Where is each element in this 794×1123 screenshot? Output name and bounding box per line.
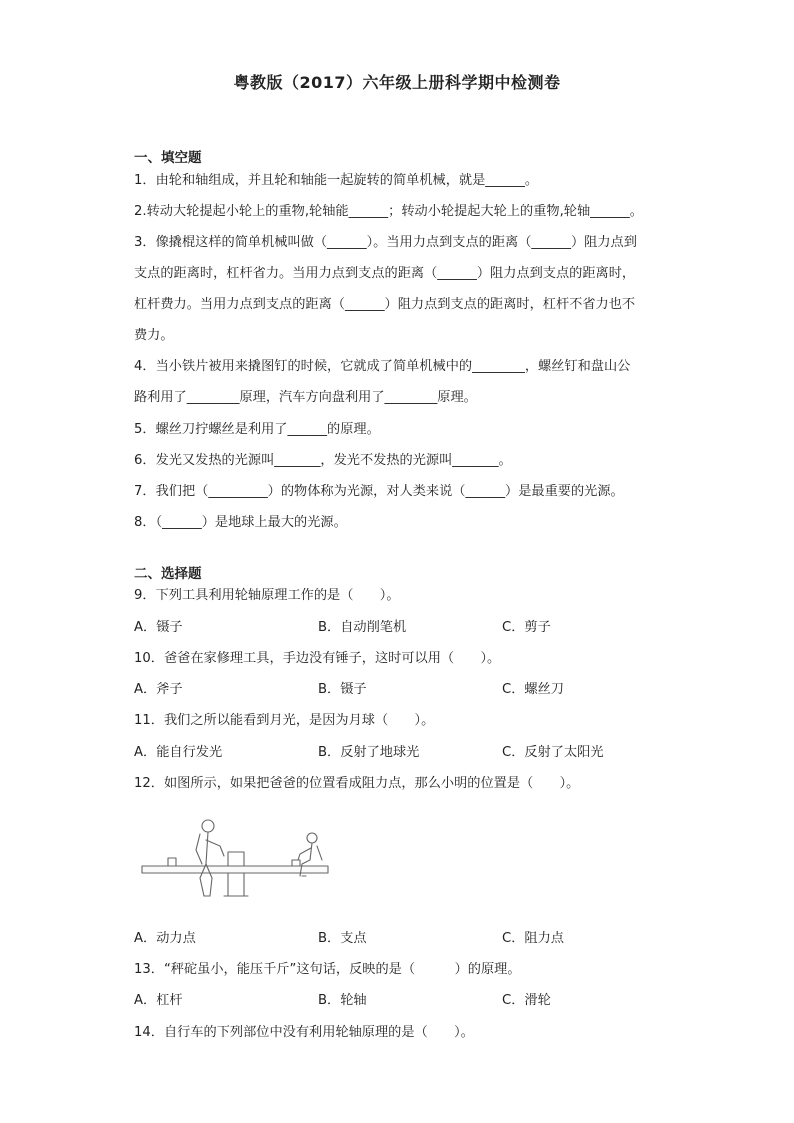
q12-option-a: A．动力点: [134, 931, 196, 946]
q11-option-b: B．反射了地球光: [318, 745, 420, 760]
question-5: 5．螺丝刀拧螺丝是利用了______的原理。: [134, 422, 380, 437]
question-10: 10．爸爸在家修理工具，手边没有锤子，这时可以用（ ）。: [134, 651, 501, 666]
question-7: 7．我们把（_________）的物体称为光源，对人类来说（______）是最重要的光源。: [134, 484, 624, 499]
question-1: 1．由轮和轴组成，并且轮和轴能一起旋转的简单机械，就是______。: [134, 173, 539, 188]
q13-option-a: A．杠杆: [134, 993, 183, 1008]
q10-option-a: A．斧子: [134, 682, 183, 697]
q12-option-c: C．阻力点: [502, 931, 564, 946]
q12-option-b: B．支点: [318, 931, 367, 946]
question-12: 12．如图所示，如果把爸爸的位置看成阻力点，那么小明的位置是（ ）。: [134, 776, 580, 791]
question-3-line-2: 支点的距离时，杠杆省力。当用力点到支点的距离（______）阻力点到支点的距离时，: [134, 266, 636, 281]
question-6: 6．发光又发热的光源叫_______，发光不发热的光源叫_______。: [134, 453, 512, 468]
question-9: 9．下列工具利用轮轴原理工作的是（ ）。: [134, 588, 400, 603]
question-3-line-1: 3．像撬棍这样的简单机械叫做（______）。当用力点到支点的距离（______）阻力点到: [134, 235, 637, 250]
question-14: 14．自行车的下列部位中没有利用轮轴原理的是（ ）。: [134, 1025, 474, 1040]
question-8: 8．（______）是地球上最大的光源。: [134, 515, 347, 530]
seesaw-illustration: [140, 816, 340, 898]
question-4-line-2: 路利用了________原理，汽车方向盘利用了________原理。: [134, 390, 477, 405]
q13-option-c: C．滑轮: [502, 993, 551, 1008]
q9-option-c: C．剪子: [502, 620, 551, 635]
q13-option-b: B．轮轴: [318, 993, 367, 1008]
section-fill-in: 一、填空题: [134, 150, 202, 166]
question-11: 11．我们之所以能看到月光，是因为月球（ ）。: [134, 713, 435, 728]
q11-option-c: C．反射了太阳光: [502, 745, 604, 760]
section-multiple-choice: 二、选择题: [134, 566, 202, 582]
q10-option-c: C．螺丝刀: [502, 682, 564, 697]
page-title: 粤教版（2017）六年级上册科学期中检测卷: [233, 73, 561, 92]
question-2: 2.转动大轮提起小轮上的重物,轮轴能______；转动小轮提起大轮上的重物,轮轴______。: [134, 204, 643, 219]
q10-option-b: B．镊子: [318, 682, 367, 697]
question-4-line-1: 4．当小铁片被用来撬图钉的时候，它就成了简单机械中的________，螺丝钉和盘山公: [134, 359, 631, 374]
q11-option-a: A．能自行发光: [134, 745, 223, 760]
q9-option-b: B．自动削笔机: [318, 620, 407, 635]
question-13: 13．“秤砣虽小，能压千斤”这句话，反映的是（ ）的原理。: [134, 962, 521, 977]
question-3-line-4: 费力。: [134, 328, 174, 343]
question-3-line-3: 杠杆费力。当用力点到支点的距离（______）阻力点到支点的距离时，杠杆不省力也不: [134, 297, 636, 312]
q9-option-a: A．镊子: [134, 620, 183, 635]
